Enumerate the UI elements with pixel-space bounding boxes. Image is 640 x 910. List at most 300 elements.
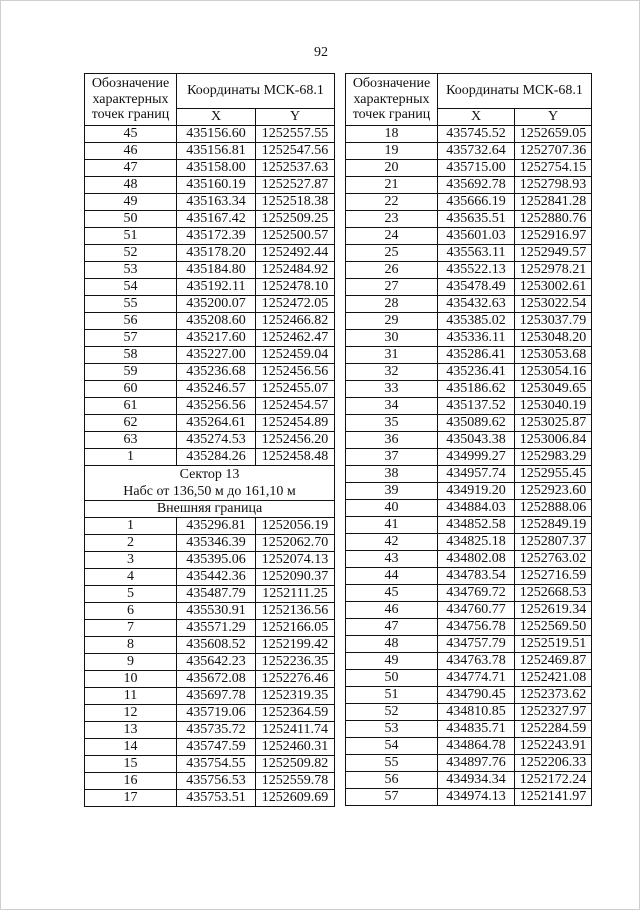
y-coordinate-cell: 1253025.87 bbox=[515, 415, 592, 432]
table-row bbox=[346, 364, 592, 381]
point-number-cell: 9 bbox=[85, 654, 177, 671]
point-number-cell: 42 bbox=[346, 534, 438, 551]
header-point-column: Обозначение характерных точек границ bbox=[85, 74, 177, 126]
y-coordinate-cell: 1252557.55 bbox=[256, 126, 335, 143]
x-coordinate-cell: 435715.00 bbox=[438, 160, 515, 177]
table-row bbox=[85, 313, 335, 330]
table-row bbox=[346, 704, 592, 721]
y-coordinate-cell: 1253053.68 bbox=[515, 347, 592, 364]
y-coordinate-cell: 1252460.31 bbox=[256, 739, 335, 756]
point-number-cell: 15 bbox=[85, 756, 177, 773]
table-row bbox=[346, 415, 592, 432]
x-coordinate-cell: 435735.72 bbox=[177, 722, 256, 739]
table-row bbox=[346, 449, 592, 466]
table-row bbox=[85, 160, 335, 177]
x-coordinate-cell: 435745.52 bbox=[438, 126, 515, 143]
x-coordinate-cell: 435274.53 bbox=[177, 432, 256, 449]
table-row bbox=[85, 637, 335, 654]
y-coordinate-cell: 1253006.84 bbox=[515, 432, 592, 449]
point-number-cell: 54 bbox=[346, 738, 438, 755]
table-row bbox=[346, 670, 592, 687]
page-number: 92 bbox=[314, 45, 328, 60]
y-coordinate-cell: 1252559.78 bbox=[256, 773, 335, 790]
point-number-cell: 14 bbox=[85, 739, 177, 756]
y-coordinate-cell: 1252458.48 bbox=[256, 449, 335, 466]
table-row bbox=[85, 671, 335, 688]
table-row bbox=[85, 535, 335, 552]
x-coordinate-cell: 435236.41 bbox=[438, 364, 515, 381]
x-coordinate-cell: 435208.60 bbox=[177, 313, 256, 330]
x-coordinate-cell: 434757.79 bbox=[438, 636, 515, 653]
x-coordinate-cell: 435346.39 bbox=[177, 535, 256, 552]
table-row bbox=[346, 619, 592, 636]
table-row bbox=[85, 296, 335, 313]
table-row bbox=[85, 279, 335, 296]
table-row bbox=[85, 398, 335, 415]
coordinates-table-left bbox=[84, 73, 335, 807]
x-coordinate-cell: 434957.74 bbox=[438, 466, 515, 483]
x-coordinate-cell: 434852.58 bbox=[438, 517, 515, 534]
point-number-cell: 40 bbox=[346, 500, 438, 517]
x-coordinate-cell: 435186.62 bbox=[438, 381, 515, 398]
table-row bbox=[346, 517, 592, 534]
x-coordinate-cell: 435672.08 bbox=[177, 671, 256, 688]
y-coordinate-cell: 1252519.51 bbox=[515, 636, 592, 653]
point-number-cell: 25 bbox=[346, 245, 438, 262]
point-number-cell: 34 bbox=[346, 398, 438, 415]
y-coordinate-cell: 1252141.97 bbox=[515, 789, 592, 806]
point-number-cell: 63 bbox=[85, 432, 177, 449]
y-coordinate-cell: 1252456.20 bbox=[256, 432, 335, 449]
x-coordinate-cell: 435642.23 bbox=[177, 654, 256, 671]
table-row bbox=[85, 347, 335, 364]
y-coordinate-cell: 1252484.92 bbox=[256, 262, 335, 279]
x-coordinate-cell: 435167.42 bbox=[177, 211, 256, 228]
y-coordinate-cell: 1252111.25 bbox=[256, 586, 335, 603]
point-number-cell: 49 bbox=[346, 653, 438, 670]
point-number-cell: 47 bbox=[346, 619, 438, 636]
table-row bbox=[85, 773, 335, 790]
x-coordinate-cell: 435227.00 bbox=[177, 347, 256, 364]
table-row bbox=[346, 211, 592, 228]
table-row bbox=[85, 722, 335, 739]
table-row bbox=[346, 789, 592, 806]
y-coordinate-cell: 1252327.97 bbox=[515, 704, 592, 721]
x-coordinate-cell: 434756.78 bbox=[438, 619, 515, 636]
table-row bbox=[85, 143, 335, 160]
x-coordinate-cell: 435754.55 bbox=[177, 756, 256, 773]
table-row bbox=[85, 739, 335, 756]
point-number-cell: 41 bbox=[346, 517, 438, 534]
point-number-cell: 32 bbox=[346, 364, 438, 381]
x-coordinate-cell: 435296.81 bbox=[177, 518, 256, 535]
point-number-cell: 31 bbox=[346, 347, 438, 364]
y-coordinate-cell: 1253049.65 bbox=[515, 381, 592, 398]
y-coordinate-cell: 1252807.37 bbox=[515, 534, 592, 551]
point-number-cell: 24 bbox=[346, 228, 438, 245]
point-number-cell: 53 bbox=[346, 721, 438, 738]
x-coordinate-cell: 434783.54 bbox=[438, 568, 515, 585]
table-row bbox=[85, 228, 335, 245]
table-row bbox=[85, 688, 335, 705]
x-coordinate-cell: 434974.13 bbox=[438, 789, 515, 806]
point-number-cell: 6 bbox=[85, 603, 177, 620]
header-x: X bbox=[438, 109, 515, 126]
table-row bbox=[85, 194, 335, 211]
header-y: Y bbox=[256, 109, 335, 126]
x-coordinate-cell: 434763.78 bbox=[438, 653, 515, 670]
x-coordinate-cell: 435156.60 bbox=[177, 126, 256, 143]
table-row bbox=[346, 551, 592, 568]
x-coordinate-cell: 435137.52 bbox=[438, 398, 515, 415]
y-coordinate-cell: 1252509.82 bbox=[256, 756, 335, 773]
point-number-cell: 16 bbox=[85, 773, 177, 790]
y-coordinate-cell: 1252849.19 bbox=[515, 517, 592, 534]
sector-range: Набс от 136,50 м до 161,10 м bbox=[123, 484, 296, 499]
table-row bbox=[346, 466, 592, 483]
point-number-cell: 33 bbox=[346, 381, 438, 398]
point-number-cell: 22 bbox=[346, 194, 438, 211]
table-row bbox=[346, 262, 592, 279]
y-coordinate-cell: 1253002.61 bbox=[515, 279, 592, 296]
y-coordinate-cell: 1252276.46 bbox=[256, 671, 335, 688]
y-coordinate-cell: 1252916.97 bbox=[515, 228, 592, 245]
y-coordinate-cell: 1252983.29 bbox=[515, 449, 592, 466]
point-number-cell: 56 bbox=[85, 313, 177, 330]
table-row bbox=[85, 552, 335, 569]
y-coordinate-cell: 1252978.21 bbox=[515, 262, 592, 279]
table-row bbox=[85, 381, 335, 398]
table-row bbox=[346, 483, 592, 500]
y-coordinate-cell: 1253054.16 bbox=[515, 364, 592, 381]
table-row bbox=[346, 687, 592, 704]
sector-section bbox=[85, 466, 335, 518]
left-rows-bottom bbox=[85, 518, 335, 807]
table-row bbox=[85, 245, 335, 262]
point-number-cell: 36 bbox=[346, 432, 438, 449]
x-coordinate-cell: 434774.71 bbox=[438, 670, 515, 687]
y-coordinate-cell: 1252547.56 bbox=[256, 143, 335, 160]
y-coordinate-cell: 1252537.63 bbox=[256, 160, 335, 177]
x-coordinate-cell: 434825.18 bbox=[438, 534, 515, 551]
table-row bbox=[85, 705, 335, 722]
y-coordinate-cell: 1252527.87 bbox=[256, 177, 335, 194]
left-rows-top bbox=[85, 126, 335, 466]
table-row bbox=[346, 194, 592, 211]
x-coordinate-cell: 434769.72 bbox=[438, 585, 515, 602]
point-number-cell: 1 bbox=[85, 449, 177, 466]
point-number-cell: 37 bbox=[346, 449, 438, 466]
point-number-cell: 51 bbox=[85, 228, 177, 245]
point-number-cell: 21 bbox=[346, 177, 438, 194]
table-row bbox=[85, 569, 335, 586]
x-coordinate-cell: 435284.26 bbox=[177, 449, 256, 466]
table-row bbox=[346, 602, 592, 619]
y-coordinate-cell: 1252569.50 bbox=[515, 619, 592, 636]
x-coordinate-cell: 435571.29 bbox=[177, 620, 256, 637]
point-number-cell: 54 bbox=[85, 279, 177, 296]
y-coordinate-cell: 1252364.59 bbox=[256, 705, 335, 722]
y-coordinate-cell: 1252754.15 bbox=[515, 160, 592, 177]
x-coordinate-cell: 435089.62 bbox=[438, 415, 515, 432]
table-row bbox=[346, 126, 592, 143]
y-coordinate-cell: 1252478.10 bbox=[256, 279, 335, 296]
header-point-column: Обозначение характерных точек границ bbox=[346, 74, 438, 126]
point-number-cell: 11 bbox=[85, 688, 177, 705]
y-coordinate-cell: 1253040.19 bbox=[515, 398, 592, 415]
x-coordinate-cell: 435432.63 bbox=[438, 296, 515, 313]
point-number-cell: 18 bbox=[346, 126, 438, 143]
table-row bbox=[85, 211, 335, 228]
point-number-cell: 27 bbox=[346, 279, 438, 296]
y-coordinate-cell: 1252074.13 bbox=[256, 552, 335, 569]
point-number-cell: 8 bbox=[85, 637, 177, 654]
y-coordinate-cell: 1252056.19 bbox=[256, 518, 335, 535]
y-coordinate-cell: 1252319.35 bbox=[256, 688, 335, 705]
y-coordinate-cell: 1252090.37 bbox=[256, 569, 335, 586]
point-number-cell: 43 bbox=[346, 551, 438, 568]
table-row bbox=[85, 177, 335, 194]
table-row bbox=[85, 364, 335, 381]
point-number-cell: 12 bbox=[85, 705, 177, 722]
y-coordinate-cell: 1252411.74 bbox=[256, 722, 335, 739]
point-number-cell: 3 bbox=[85, 552, 177, 569]
table-row bbox=[346, 330, 592, 347]
table-row bbox=[346, 313, 592, 330]
point-number-cell: 44 bbox=[346, 568, 438, 585]
point-number-cell: 59 bbox=[85, 364, 177, 381]
table-row bbox=[346, 398, 592, 415]
y-coordinate-cell: 1252492.44 bbox=[256, 245, 335, 262]
y-coordinate-cell: 1252455.07 bbox=[256, 381, 335, 398]
x-coordinate-cell: 434864.78 bbox=[438, 738, 515, 755]
table-row bbox=[346, 653, 592, 670]
point-number-cell: 62 bbox=[85, 415, 177, 432]
right-rows bbox=[346, 126, 592, 806]
point-number-cell: 29 bbox=[346, 313, 438, 330]
point-number-cell: 53 bbox=[85, 262, 177, 279]
point-number-cell: 58 bbox=[85, 347, 177, 364]
y-coordinate-cell: 1252518.38 bbox=[256, 194, 335, 211]
header-coordinates: Координаты МСК-68.1 bbox=[438, 74, 592, 109]
y-coordinate-cell: 1252421.08 bbox=[515, 670, 592, 687]
table-row bbox=[346, 381, 592, 398]
y-coordinate-cell: 1252609.69 bbox=[256, 790, 335, 807]
x-coordinate-cell: 435043.38 bbox=[438, 432, 515, 449]
header-coordinates: Координаты МСК-68.1 bbox=[177, 74, 335, 109]
y-coordinate-cell: 1252707.36 bbox=[515, 143, 592, 160]
x-coordinate-cell: 435264.61 bbox=[177, 415, 256, 432]
point-number-cell: 51 bbox=[346, 687, 438, 704]
y-coordinate-cell: 1252462.47 bbox=[256, 330, 335, 347]
y-coordinate-cell: 1252469.87 bbox=[515, 653, 592, 670]
table-row bbox=[346, 296, 592, 313]
point-number-cell: 1 bbox=[85, 518, 177, 535]
point-number-cell: 19 bbox=[346, 143, 438, 160]
y-coordinate-cell: 1252949.57 bbox=[515, 245, 592, 262]
table-row bbox=[346, 568, 592, 585]
y-coordinate-cell: 1252888.06 bbox=[515, 500, 592, 517]
x-coordinate-cell: 435385.02 bbox=[438, 313, 515, 330]
x-coordinate-cell: 435522.13 bbox=[438, 262, 515, 279]
y-coordinate-cell: 1252716.59 bbox=[515, 568, 592, 585]
table-row bbox=[346, 534, 592, 551]
x-coordinate-cell: 435697.78 bbox=[177, 688, 256, 705]
point-number-cell: 55 bbox=[85, 296, 177, 313]
point-number-cell: 50 bbox=[85, 211, 177, 228]
sector-title: Сектор 13 bbox=[179, 467, 240, 482]
y-coordinate-cell: 1252456.56 bbox=[256, 364, 335, 381]
table-row bbox=[85, 518, 335, 535]
y-coordinate-cell: 1252373.62 bbox=[515, 687, 592, 704]
table-row bbox=[85, 449, 335, 466]
point-number-cell: 50 bbox=[346, 670, 438, 687]
point-number-cell: 61 bbox=[85, 398, 177, 415]
y-coordinate-cell: 1252763.02 bbox=[515, 551, 592, 568]
y-coordinate-cell: 1252668.53 bbox=[515, 585, 592, 602]
point-number-cell: 4 bbox=[85, 569, 177, 586]
point-number-cell: 35 bbox=[346, 415, 438, 432]
point-number-cell: 20 bbox=[346, 160, 438, 177]
x-coordinate-cell: 435692.78 bbox=[438, 177, 515, 194]
x-coordinate-cell: 434884.03 bbox=[438, 500, 515, 517]
y-coordinate-cell: 1252454.89 bbox=[256, 415, 335, 432]
table-row bbox=[346, 636, 592, 653]
y-coordinate-cell: 1252880.76 bbox=[515, 211, 592, 228]
table-row bbox=[85, 586, 335, 603]
x-coordinate-cell: 435178.20 bbox=[177, 245, 256, 262]
point-number-cell: 45 bbox=[85, 126, 177, 143]
table-row bbox=[85, 603, 335, 620]
y-coordinate-cell: 1252454.57 bbox=[256, 398, 335, 415]
x-coordinate-cell: 435246.57 bbox=[177, 381, 256, 398]
point-number-cell: 52 bbox=[85, 245, 177, 262]
x-coordinate-cell: 435601.03 bbox=[438, 228, 515, 245]
x-coordinate-cell: 435200.07 bbox=[177, 296, 256, 313]
point-number-cell: 13 bbox=[85, 722, 177, 739]
point-number-cell: 49 bbox=[85, 194, 177, 211]
point-number-cell: 28 bbox=[346, 296, 438, 313]
point-number-cell: 2 bbox=[85, 535, 177, 552]
y-coordinate-cell: 1252923.60 bbox=[515, 483, 592, 500]
table-row bbox=[85, 330, 335, 347]
y-coordinate-cell: 1253037.79 bbox=[515, 313, 592, 330]
table-row bbox=[346, 585, 592, 602]
y-coordinate-cell: 1252509.25 bbox=[256, 211, 335, 228]
point-number-cell: 60 bbox=[85, 381, 177, 398]
table-row bbox=[346, 772, 592, 789]
y-coordinate-cell: 1252199.42 bbox=[256, 637, 335, 654]
table-row bbox=[346, 228, 592, 245]
x-coordinate-cell: 435719.06 bbox=[177, 705, 256, 722]
point-number-cell: 5 bbox=[85, 586, 177, 603]
table-row bbox=[346, 347, 592, 364]
table-row bbox=[346, 500, 592, 517]
y-coordinate-cell: 1252955.45 bbox=[515, 466, 592, 483]
x-coordinate-cell: 435163.34 bbox=[177, 194, 256, 211]
table-row bbox=[85, 756, 335, 773]
sector-heading bbox=[85, 466, 335, 501]
x-coordinate-cell: 435172.39 bbox=[177, 228, 256, 245]
point-number-cell: 48 bbox=[85, 177, 177, 194]
point-number-cell: 46 bbox=[85, 143, 177, 160]
y-coordinate-cell: 1252166.05 bbox=[256, 620, 335, 637]
y-coordinate-cell: 1252472.05 bbox=[256, 296, 335, 313]
table-row bbox=[346, 143, 592, 160]
table-row bbox=[85, 620, 335, 637]
y-coordinate-cell: 1252243.91 bbox=[515, 738, 592, 755]
x-coordinate-cell: 434802.08 bbox=[438, 551, 515, 568]
table-row bbox=[85, 432, 335, 449]
y-coordinate-cell: 1252172.24 bbox=[515, 772, 592, 789]
x-coordinate-cell: 435395.06 bbox=[177, 552, 256, 569]
x-coordinate-cell: 435608.52 bbox=[177, 637, 256, 654]
x-coordinate-cell: 434790.45 bbox=[438, 687, 515, 704]
y-coordinate-cell: 1252136.56 bbox=[256, 603, 335, 620]
y-coordinate-cell: 1252619.34 bbox=[515, 602, 592, 619]
x-coordinate-cell: 435160.19 bbox=[177, 177, 256, 194]
x-coordinate-cell: 435156.81 bbox=[177, 143, 256, 160]
table-row bbox=[85, 262, 335, 279]
y-coordinate-cell: 1252459.04 bbox=[256, 347, 335, 364]
x-coordinate-cell: 435732.64 bbox=[438, 143, 515, 160]
point-number-cell: 26 bbox=[346, 262, 438, 279]
x-coordinate-cell: 435184.80 bbox=[177, 262, 256, 279]
point-number-cell: 55 bbox=[346, 755, 438, 772]
y-coordinate-cell: 1252284.59 bbox=[515, 721, 592, 738]
x-coordinate-cell: 435756.53 bbox=[177, 773, 256, 790]
x-coordinate-cell: 435747.59 bbox=[177, 739, 256, 756]
x-coordinate-cell: 435192.11 bbox=[177, 279, 256, 296]
point-number-cell: 46 bbox=[346, 602, 438, 619]
table-row bbox=[85, 415, 335, 432]
coordinates-table-right bbox=[345, 73, 592, 806]
table-row bbox=[85, 654, 335, 671]
point-number-cell: 30 bbox=[346, 330, 438, 347]
point-number-cell: 10 bbox=[85, 671, 177, 688]
table-row bbox=[346, 177, 592, 194]
table-row bbox=[346, 738, 592, 755]
x-coordinate-cell: 434999.27 bbox=[438, 449, 515, 466]
point-number-cell: 56 bbox=[346, 772, 438, 789]
point-number-cell: 45 bbox=[346, 585, 438, 602]
x-coordinate-cell: 435336.11 bbox=[438, 330, 515, 347]
point-number-cell: 57 bbox=[85, 330, 177, 347]
point-number-cell: 39 bbox=[346, 483, 438, 500]
point-number-cell: 47 bbox=[85, 160, 177, 177]
y-coordinate-cell: 1252500.57 bbox=[256, 228, 335, 245]
x-coordinate-cell: 435217.60 bbox=[177, 330, 256, 347]
x-coordinate-cell: 435286.41 bbox=[438, 347, 515, 364]
y-coordinate-cell: 1253022.54 bbox=[515, 296, 592, 313]
x-coordinate-cell: 435442.36 bbox=[177, 569, 256, 586]
x-coordinate-cell: 434760.77 bbox=[438, 602, 515, 619]
x-coordinate-cell: 435753.51 bbox=[177, 790, 256, 807]
x-coordinate-cell: 435236.68 bbox=[177, 364, 256, 381]
table-row bbox=[346, 279, 592, 296]
x-coordinate-cell: 434810.85 bbox=[438, 704, 515, 721]
y-coordinate-cell: 1252466.82 bbox=[256, 313, 335, 330]
table-row bbox=[85, 790, 335, 807]
x-coordinate-cell: 434897.76 bbox=[438, 755, 515, 772]
x-coordinate-cell: 435478.49 bbox=[438, 279, 515, 296]
y-coordinate-cell: 1252206.33 bbox=[515, 755, 592, 772]
table-row bbox=[346, 432, 592, 449]
table-row bbox=[85, 126, 335, 143]
x-coordinate-cell: 435530.91 bbox=[177, 603, 256, 620]
boundary-label: Внешняя граница bbox=[85, 501, 335, 518]
header-y: Y bbox=[515, 109, 592, 126]
